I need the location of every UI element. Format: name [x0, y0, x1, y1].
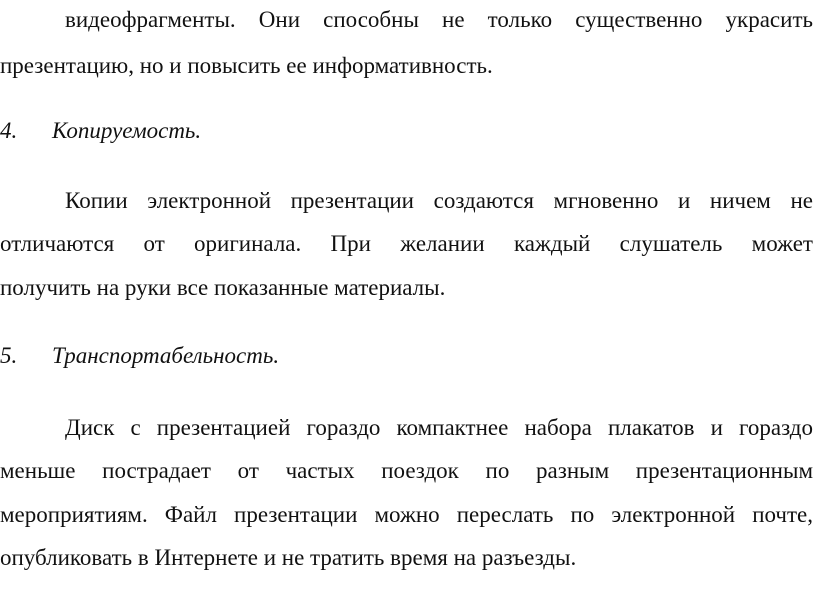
paragraph-3-line-1: Диск с презентацией гораздо компактнее набора плакатов и гораздо — [65, 415, 813, 440]
paragraph-1-line-1: видеофрагменты. Они способны не только существенно украсить — [65, 7, 813, 32]
list-item-5-number: 5. — [0, 343, 18, 368]
paragraph-2-line-3: получить на руки все показанные материалы. — [0, 275, 446, 300]
list-item-4-number: 4. — [0, 118, 18, 143]
paragraph-3-line-3: мероприятиям. Файл презентации можно переслать по электронной почте, — [0, 502, 813, 527]
paragraph-2-line-2: отличаются от оригинала. При желании каждый слушатель может — [0, 231, 813, 256]
list-item-4-term: Копируемость. — [52, 118, 202, 143]
paragraph-2-line-1: Копии электронной презентации создаются мгновенно и ничем не — [65, 188, 813, 213]
paragraph-3-line-2: меньше пострадает от частых поездок по разным презентационным — [0, 458, 813, 483]
paragraph-1-line-2: презентацию, но и повысить ее информативность. — [0, 53, 493, 78]
paragraph-3-line-4: опубликовать в Интернете и не тратить время на разъезды. — [0, 545, 577, 570]
list-item-5-term: Транспортабельность. — [52, 343, 280, 368]
